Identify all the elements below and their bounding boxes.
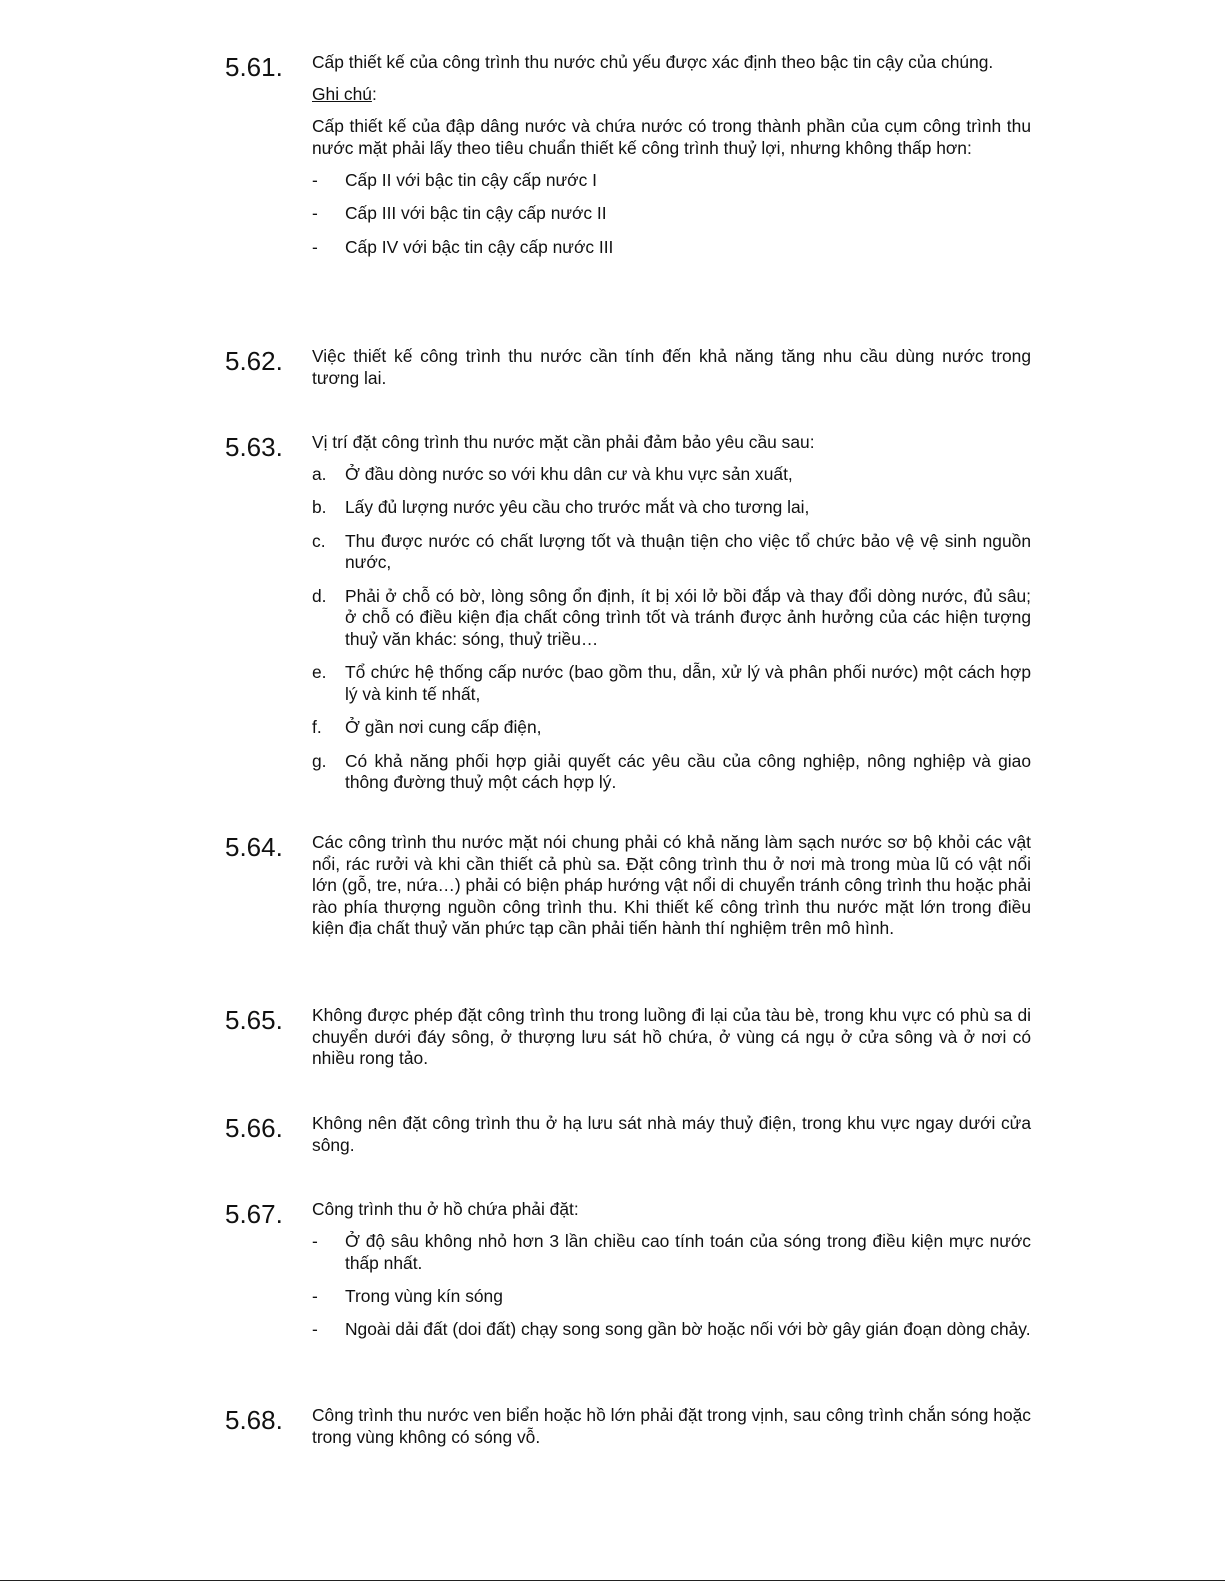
list-item-text: Cấp III với bậc tin cậy cấp nước II — [345, 203, 607, 224]
list-marker: - — [312, 236, 318, 257]
list-item — [312, 203, 1031, 225]
list-item — [312, 586, 1031, 651]
list-item-text: Có khả năng phối hợp giải quyết các yêu cầu của công nghiệp, nông nghiệp và giao thông đường thuỷ một cách hợp lý. — [345, 750, 1031, 793]
section-content — [312, 832, 1031, 940]
note-text: Cấp thiết kế của đập dâng nước và chứa nước có trong thành phần của cụm công trình thu nước mặt phải lấy theo tiêu chuẩn thiết kế công trình thuỷ lợi, nhưng không thấp hơn: — [312, 116, 1031, 158]
section-number: 5.64. — [225, 832, 283, 862]
section-number: 5.65. — [225, 1005, 283, 1035]
note-label: Ghi chú — [312, 84, 372, 105]
list-marker: - — [312, 203, 318, 224]
section-5-68 — [225, 1405, 1031, 1459]
section-content — [312, 52, 1031, 258]
list-item-text: Phải ở chỗ có bờ, lòng sông ổn định, ít bị xói lở bồi đắp và thay đổi dòng nước, đủ sâu; ở chỗ có điều kiện địa chất công trình tốt và tránh được ảnh hưởng của các hiện tượng thuỷ văn khác: sóng, thuỷ triều… — [345, 585, 1031, 650]
list-item-text: Cấp II với bậc tin cậy cấp nước I — [345, 169, 597, 190]
section-number: 5.63. — [225, 432, 283, 462]
list-item — [312, 717, 1031, 739]
list-marker: - — [312, 1319, 318, 1340]
note-colon: : — [371, 84, 377, 105]
section-content — [312, 346, 1031, 389]
lettered-list — [312, 464, 1031, 794]
list-marker: g. — [312, 750, 327, 771]
list-marker: - — [312, 1231, 318, 1252]
list-marker: e. — [312, 662, 327, 683]
section-number: 5.68. — [225, 1405, 283, 1435]
list-marker: f. — [312, 717, 322, 738]
bottom-rule — [0, 1580, 1225, 1581]
list-item-text: Thu được nước có chất lượng tốt và thuận tiện cho việc tổ chức bảo vệ vệ sinh nguồn nước, — [345, 530, 1031, 573]
section-5-67 — [225, 1199, 1031, 1353]
list-item — [312, 751, 1031, 794]
list-item-text: Ngoài dải đất (doi đất) chạy song song gần bờ hoặc nối với bờ gây gián đoạn dòng chảy. — [345, 1319, 1031, 1340]
section-intro: Không được phép đặt công trình thu trong luồng đi lại của tàu bè, trong khu vực có phù sa di chuyển dưới đáy sông, ở thượng lưu sát hồ chứa, ở vùng cá ngụ ở cửa sông và ở nơi có nhiều rong tảo. — [312, 1005, 1031, 1069]
list-item — [312, 497, 1031, 519]
section-intro: Không nên đặt công trình thu ở hạ lưu sát nhà máy thuỷ điện, trong khu vực ngay dưới cửa sông. — [312, 1113, 1031, 1155]
list-item-text: Cấp IV với bậc tin cậy cấp nước III — [345, 236, 614, 257]
list-marker: b. — [312, 497, 327, 518]
section-number: 5.67. — [225, 1199, 283, 1229]
section-5-61 — [225, 52, 1031, 270]
section-intro: Các công trình thu nước mặt nói chung phải có khả năng làm sạch nước sơ bộ khỏi các vật nổi, rác rưởi và khi cần thiết cả phù sa. Đặt công trình thu ở nơi mà trong mùa lũ có vật nổi lớn (gỗ, tre, nứa…) phải có biện pháp hướng vật nổi di chuyển tránh công trình thu hoặc phải rào phía thượng nguồn công trình thu. Khi thiết kế công trình thu nước mặt lớn trong điều kiện địa chất thuỷ văn phức tạp cần phải tiến hành thí nghiệm trên mô hình. — [312, 832, 1031, 939]
section-intro: Cấp thiết kế của công trình thu nước chủ yếu được xác định theo bậc tin cậy của chúng. — [312, 52, 994, 72]
section-intro: Vị trí đặt công trình thu nước mặt cần phải đảm bảo yêu cầu sau: — [312, 432, 815, 452]
list-item — [312, 531, 1031, 574]
list-item — [312, 662, 1031, 705]
section-content — [312, 432, 1031, 794]
section-number: 5.66. — [225, 1113, 283, 1143]
list-item-text: Tổ chức hệ thống cấp nước (bao gồm thu, dẫn, xử lý và phân phối nước) một cách hợp lý và kinh tế nhất, — [345, 662, 1031, 705]
section-content — [312, 1113, 1031, 1156]
section-content — [312, 1405, 1031, 1448]
section-content — [312, 1199, 1031, 1341]
section-5-65 — [225, 1005, 1031, 1080]
list-item-text: Ở độ sâu không nhỏ hơn 3 lần chiều cao tính toán của sóng trong điều kiện mực nước thấp nhất. — [345, 1231, 1031, 1273]
list-marker: a. — [312, 464, 327, 485]
list-item-text: Lấy đủ lượng nước yêu cầu cho trước mắt và cho tương lai, — [345, 497, 810, 518]
section-5-63 — [225, 432, 1031, 806]
section-intro: Việc thiết kế công trình thu nước cần tính đến khả năng tăng nhu cầu dùng nước trong tương lai. — [312, 346, 1031, 388]
section-5-62 — [225, 346, 1031, 400]
section-content — [312, 1005, 1031, 1070]
section-5-64 — [225, 832, 1031, 950]
list-item — [312, 1286, 1031, 1308]
list-item — [312, 170, 1031, 192]
section-intro: Công trình thu ở hồ chứa phải đặt: — [312, 1199, 579, 1219]
section-number: 5.62. — [225, 346, 283, 376]
list-item — [312, 1319, 1031, 1341]
section-5-66 — [225, 1113, 1031, 1167]
list-item — [312, 464, 1031, 486]
note-heading — [312, 84, 1031, 106]
list-item-text: Trong vùng kín sóng — [345, 1286, 503, 1307]
dash-list — [312, 170, 1031, 258]
list-item-text: Ở gần nơi cung cấp điện, — [345, 717, 542, 738]
list-item-text: Ở đầu dòng nước so với khu dân cư và khu vực sản xuất, — [345, 464, 793, 485]
list-marker: - — [312, 1286, 318, 1307]
list-marker: d. — [312, 585, 327, 606]
section-intro: Công trình thu nước ven biển hoặc hồ lớn phải đặt trong vịnh, sau công trình chắn sóng hoặc trong vùng không có sóng vỗ. — [312, 1405, 1031, 1447]
dash-list — [312, 1231, 1031, 1341]
list-marker: c. — [312, 530, 326, 551]
section-number: 5.61. — [225, 52, 283, 82]
list-item — [312, 237, 1031, 259]
list-marker: - — [312, 169, 318, 190]
list-item — [312, 1231, 1031, 1274]
